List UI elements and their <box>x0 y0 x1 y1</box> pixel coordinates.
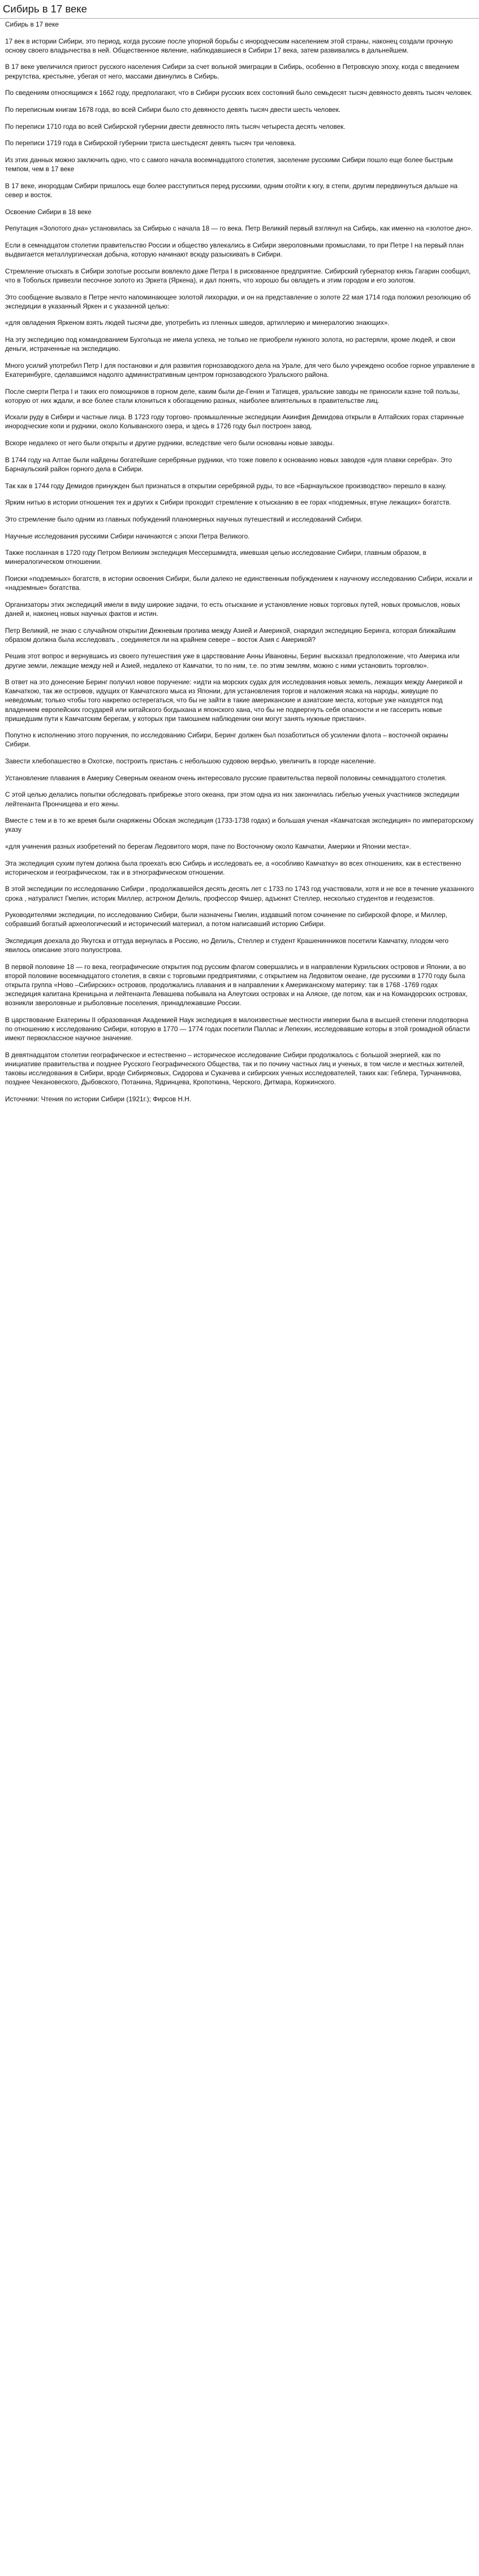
paragraph: «для учинения разных изобретений по берегам Ледовитого моря, паче по Восточному около Камчатки, Америки и Японии места». <box>5 842 411 850</box>
paragraph: По сведениям относящимся к 1662 году, предполагают, что в Сибири русских всех состояний было семьдесят тысяч девяносто девять тысяч человек. <box>5 89 473 97</box>
paragraph: Завести хлебопашество в Охотске, построить пристань с небольшою судовою верфью, увеличить в городе население. <box>5 757 376 766</box>
paragraph: Организаторы этих экспедиций имели в виду широкие задачи, то есть отыскание и установление новых торговых путей, новых промыслов, новых даней и, наконец новых научных фактов и истин. <box>5 600 460 618</box>
paragraph: В этой экспедиции по исследованию Сибири , продолжавшейся десять десять лет с 1733 по 1743 год участвовали, хотя и не все в течение указанного срока , натуралист Гмелин, историк Миллер, астроном Делиль, профессор Фишер, адъюнкт Стеллер, несколько студентов и геодезистов. <box>5 885 474 902</box>
paragraph: По переписным книгам 1678 года, во всей Сибири было сто девяносто девять тысяч двести шесть человек. <box>5 105 341 114</box>
paragraph: По переписи 1710 года во всей Сибирской губернии двести девяносто пять тысяч четыреста десять человек. <box>5 122 346 131</box>
paragraph: Из этих данных можно заключить одно, что с самого начала восемнадцатого столетия, заселение русскими Сибири пошло еще более быстрым темпом, чем в 17 веке <box>5 156 453 173</box>
paragraph: «для овладения Яркеном взять людей тысячи две, употребить из пленных шведов, артиллерию и минералогию знающих». <box>5 319 390 327</box>
section-heading: Освоение Сибири в 18 веке <box>5 207 92 216</box>
paragraph: Научные исследования русскими Сибири начинаются с эпохи Петра Великого. <box>5 532 250 540</box>
paragraph: В первой половине 18 — го века, географические открытия под русским флагом совершались и в направлении Курильских островов и Японии, а во второй половине восемнадцатого столетия, в связи с торговыми предприятиями, с открытием на Ледовитом океане, где русскими в 1770 году была открыта группа «Ново –Сибирских» островов, продолжались плавания и в направлении к Американскому материку: так в 1768 -1769 годах экспедиция капитана Креницына и лейтенанта Левашева побывала на Алеутских островах и на Аляске, где потом, как и на Командорских островах, возникли звероловные и рыболовные поселения, принадлежавшие России. <box>5 962 468 1007</box>
paragraph: В 17 веке увеличился приrост русского населения Сибири за счет вольной эмиграции в Сибирь, особенно в Петровскую эпоху, когда с введением рекрутства, крестьяне, убегая от него, массами двинулись в Сибирь. <box>5 63 459 80</box>
paragraph: Искали руду в Сибири и частные лица. В 1723 году торгово- промышленные экспедиции Акинфия Демидова открыли в Алтайских горах старинные инородческие копи и рудники, около Колыванского озера, и здесь в 1726 году был построен завод. <box>5 413 464 431</box>
paragraph: Петр Великий, не знаю с случайном открытии Дежневым пролива между Азией и Америкой, снарядил экспедицию Беринга, которая ближайшим образом должна была исследовать , соединяется ли на крайнем севере – восток Азия с Америкой? <box>5 626 456 644</box>
paragraph: Это стремление было одним из главных побуждений планомерных научных путешествий и исследований Сибири. <box>5 515 363 523</box>
paragraph: Так как в 1744 году Демидов пpинужден был признаться в открытии серебряной руды, то все «Барнаульское производство» перешло в казну. <box>5 481 447 490</box>
article-body <box>5 19 475 1104</box>
paragraph: В царствование Екатерины II образованная Академией Наук экспедиция в малоизвестные местности империи была в высшей степени плодотворна по отношению к исследованию Сибири, которую в 1770 — 1774 годах посетили Паллас и Лепехин, исследовавшие которы в этой громадной области имеют первоклассное научное значение. <box>5 1015 470 1042</box>
section-heading: Сибирь в 17 веке <box>5 20 59 28</box>
paragraph: Это сообщение вызвало в Петре нечто напоминающее золотой лихорадки, и он на представление о золоте 22 мая 1714 года положил резолюцию об экспедиции в указанный Яркен и с указанной целью: <box>5 293 471 310</box>
page-title: Сибирь в 17 веке <box>3 3 87 15</box>
paragraph: На эту экспедицию под командованием Бухгольца не имела успеха, не только не приобрели нужного золота, но растеряли, кроме людей, и свои деньги, истраченные на экспедицию. <box>5 335 456 353</box>
paragraph: В ответ на это донесение Беринг получил новое поручение: «идти на морских судах для исследования новых земель, лежащих между Америкой и Камчаткою, так же островов, идущих от Камчатского мыса из Японии, для установления торгов и наложения ясака на народы, живущие по неведомым; только чтобы того накрепко остерегаться, что бы не зайти в такие американские и азиатские места, которые уже находятся под владением европейских государей или китайского богдыхана и японского хана, что бы не подвергнуть себя опасности и не гассерить новые пришедшим пути к Камчатским берегам, у которых при тамошнем наблюдении они могут занять нужные пристани». <box>5 678 463 723</box>
paragraph: Вместе с тем и в то же время были снаряжены Обская экспедиция (1733-1738 годах) и большая ученая «Камчатская экспедиция» по императорскому указу <box>5 816 474 834</box>
paragraph: В 1744 году на Алтае были найдены богатейшие серебряные рудники, что тоже повело к основанию новых заводов «для плавки серебра». Это Барнаульский район горного дела в Сибири. <box>5 455 452 473</box>
paragraph: В 17 веке, инородцам Сибири пришлось еще более расступиться перед русскими, одним отойти к югу, в степи, другим передвинуться дальше на север и восток. <box>5 181 458 199</box>
paragraph: С этой целью делались попытки обследовать прибрежье этого океана, при этом одна из них закончилась гибелью ученых участников экспедиции лейтенанта Прончищева и его жены. <box>5 790 460 808</box>
paragraph: Также посланная в 1720 году Петром Великим экспедиция Мессершмидта, имевшая целью исследование Сибири, главным образом, в минералогическом отношении. <box>5 549 426 566</box>
paragraph: Если в семнадцатом столетии правительство России и общество увлекались в Сибири звероловными промыслами, то при Петре I на первый план выдвигается металлургическая добыча, которую начинают всюду разыскивать в Сибири. <box>5 241 464 259</box>
paragraph: Решив этот вопрос и вернувшись из своего путешествия уже в царствование Анны Ивановны, Беринг высказал предположение, что Америка или другие земли, лежащие между ней и Азией, недалеко от Камчатки, то по ним, т.е. по этим землям, можно с ними установить торговлю». <box>5 652 460 670</box>
paragraph: Много усилий употребил Петр I для постановки и для развития горнозаводского дела на Урале, для чего было учреждено особое горное управление в Екатеринбурге, сделавшимся надолго административным центром горнозаводского Уральского района. <box>5 361 475 379</box>
paragraph: Экспедиция доехала до Якутска и оттуда вернулась в Россию, но Делиль, Стеллер и студент Крашенинников посетили Камчатку, плодом чего явилось описание этого полуострова. <box>5 937 449 954</box>
paragraph: Репутация «Золотого дна» установилась за Сибирью с начала 18 — го века. Петр Великий первый взглянул на Сибирь, как именно на «золотое дно». <box>5 224 473 233</box>
paragraph: После смерти Петра I и таких его помощников в горном деле, каким были де-Генин и Татищев, уральские заводы не приносили казне той пользы, которую от них ждали, и все более стали клониться к обогащению разных, наиболее влиятельных в правительстве лиц. <box>5 387 460 405</box>
paragraph: Ярким нитью в истории отношения тех и других к Сибири проходит стремление к отысканию в ее горах «подземных, втуне лежащих» богатств. <box>5 498 451 507</box>
paragraph: По переписи 1719 года в Сибирской губернии триста шестьдесят девять тысяч три человека. <box>5 139 296 147</box>
paragraph: Эта экспедиция сухим путем должна была проехать всю Сибирь и исследовать ее, а «особливо Камчатку» во всех отношениях, как в естественно историческом и географическом, так и в этнографическом отношении. <box>5 859 461 876</box>
paragraph: Источники: Чтения по истории Сибири (1921г.); Фирсов Н.Н. <box>5 1094 192 1103</box>
paragraph: Стремление отыскать в Сибири золотые россыпи вовлекло даже Петра I в рискованное предприятие. Сибирский губернатор князь Гагарин сообщил, что в Тобольск привезли песочное золото из Эркета (Яркена), и дал понять, что хорошо бы овладеть и этим городом и его золотом. <box>5 267 471 284</box>
paragraph: Установление плавания в Америку Северным океаном очень интересовало русские правительства первой половины семнадцатого столетия. <box>5 774 447 782</box>
paragraph: Поиски «подземных» богатств, в истории освоения Сибири, были далеко не единственным побуждением к научному исследованию Сибири, искали и «надземные» богатства. <box>5 575 473 592</box>
paragraph: В девятнадцатом столетии географическое и естественно – историческое исследование Сибири продолжалось с большой энергией, как по инициативе правительства и позднее Русского Географического Общества, так и по почину частных лиц и ученых, в том числе и местных жителей, таковы исследования в Сибири, вроде Сибиряковых, Сидорова и Сукачева и сибирских ученых исследователей, таких как: Геблера, Турчанинова, позднее Чекановеского, Дыбовского, Потанина, Ядринцева, Кропоткина, Черского, Дитмара, Коржинского. <box>5 1050 465 1087</box>
paragraph: Руководителями экспедиции, по исследованию Сибири, были назначены Гмелин, издавший потом сочинение по сибирской флоре, и Миллер, собравший богатый археологический и исторический материал, а потом написавший историю Сибири. <box>5 911 447 928</box>
paragraph: Попутно к исполнению этого поручения, по исследованию Сибири, Беринг должен был позаботиться об усилении флота – восточной окраины Сибири. <box>5 731 448 749</box>
paragraph: 17 век в истории Сибири, это период, когда русские после упорной борьбы с инородческим населением этой страны, наконец создали прочную основу своего владычества в ней. Общественное явление, наблюдавшиеся в Сибири 17 века, затем развивались в дальнейшем. <box>5 37 453 54</box>
paragraph: Вскоре недалеко от него были открыты и другие рудники, вследствие чего были основаны новые заводы. <box>5 439 334 448</box>
